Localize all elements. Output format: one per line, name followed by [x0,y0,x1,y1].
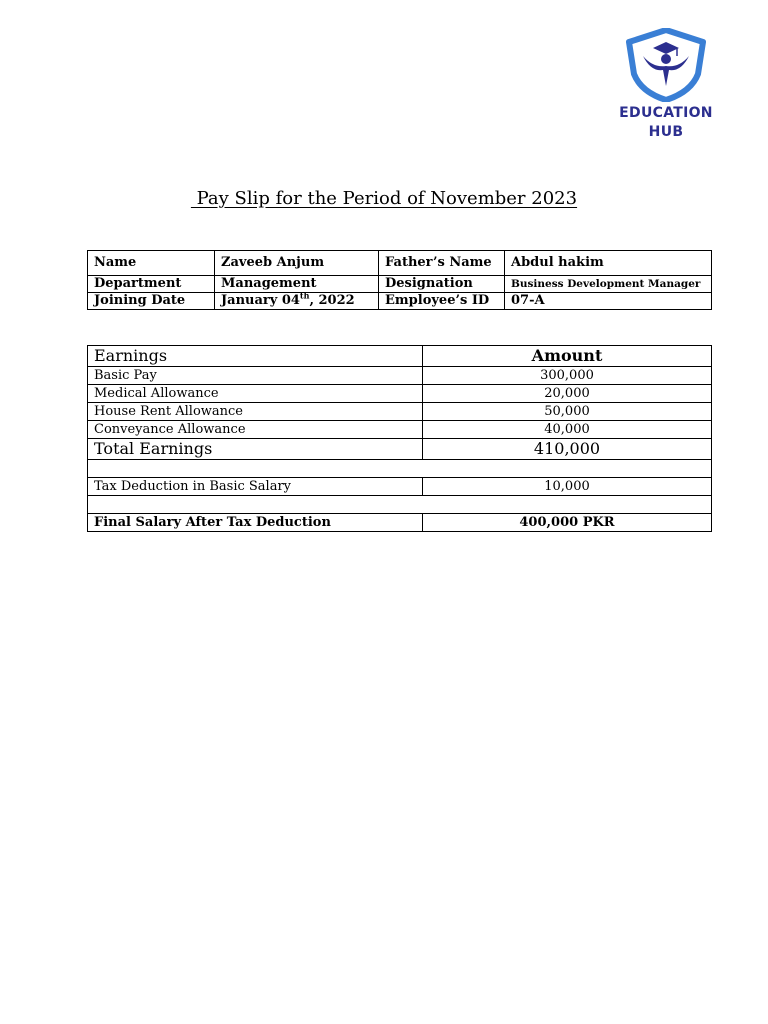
earning-amount: 50,000 [423,403,712,421]
joining-date-value: January 04th, 2022 [215,293,379,310]
department-label: Department [88,276,215,293]
employee-info-table [87,250,712,310]
table-row [88,251,712,276]
page-title: Pay Slip for the Period of November 2023 [190,188,578,209]
table-row [88,293,712,310]
logo-wordmark: EDUCATION HUB [619,105,713,140]
earning-amount: 300,000 [423,367,712,385]
final-salary-label: Final Salary After Tax Deduction [88,514,423,532]
tax-row [88,478,712,496]
department-value: Management [215,276,379,293]
blank-cell [88,496,712,514]
earnings-header-row [88,346,712,367]
blank-row [88,460,712,478]
tax-amount: 10,000 [423,478,712,496]
employee-id-value: 07-A [505,293,712,310]
table-row [88,403,712,421]
earnings-header: Earnings [88,346,423,367]
total-earnings-amount: 410,000 [423,439,712,460]
blank-row [88,496,712,514]
earning-amount: 20,000 [423,385,712,403]
shield-graduate-icon [625,28,707,102]
joining-date-label: Joining Date [88,293,215,310]
tax-label: Tax Deduction in Basic Salary [88,478,423,496]
name-label: Name [88,251,215,276]
table-row [88,421,712,439]
designation-label: Designation [379,276,505,293]
designation-value: Business Development Manager [505,276,712,293]
name-value: Zaveeb Anjum [215,251,379,276]
earning-label: Conveyance Allowance [88,421,423,439]
table-row [88,385,712,403]
final-salary-row [88,514,712,532]
final-salary-amount: 400,000 PKR [423,514,712,532]
earning-label: Medical Allowance [88,385,423,403]
table-row [88,276,712,293]
earning-label: House Rent Allowance [88,403,423,421]
employee-id-label: Employee’s ID [379,293,505,310]
total-earnings-label: Total Earnings [88,439,423,460]
amount-header: Amount [423,346,712,367]
total-earnings-row [88,439,712,460]
earning-label: Basic Pay [88,367,423,385]
father-name-label: Father’s Name [379,251,505,276]
education-hub-logo [604,28,728,142]
earning-amount: 40,000 [423,421,712,439]
table-row [88,367,712,385]
father-name-value: Abdul hakim [505,251,712,276]
earnings-table [87,345,712,532]
blank-cell [88,460,712,478]
